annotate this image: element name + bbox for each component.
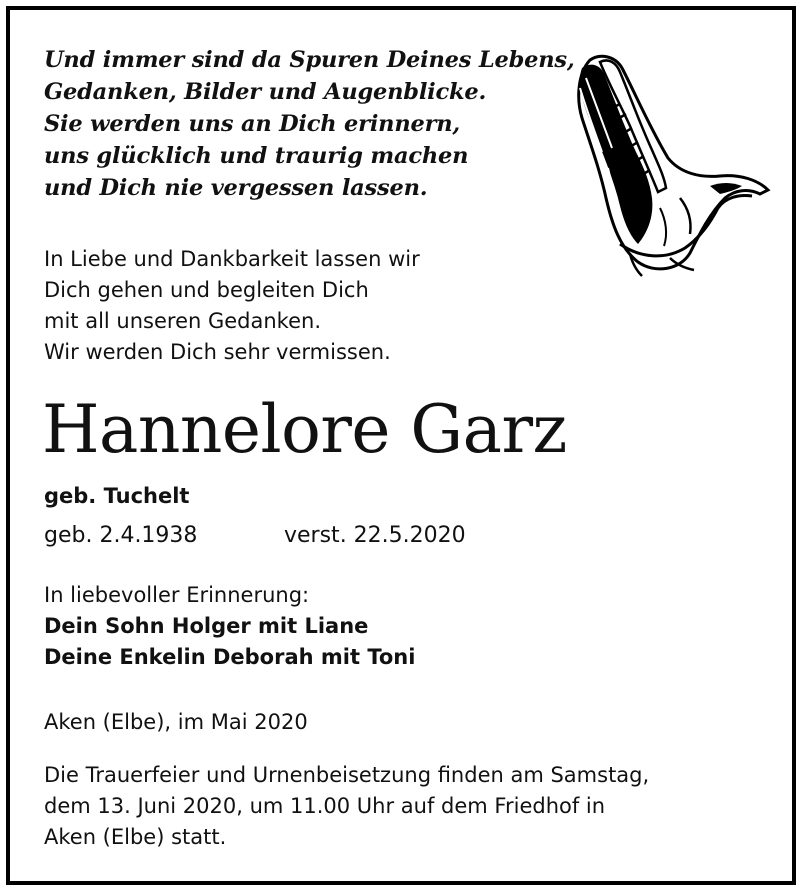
poem-line: Sie werden uns an Dich erinnern, bbox=[44, 111, 461, 137]
maiden-name: geb. Tuchelt bbox=[44, 484, 190, 508]
farewell-line: Wir werden Dich sehr vermissen. bbox=[44, 340, 391, 364]
farewell-line: mit all unseren Gedanken. bbox=[44, 309, 321, 333]
memorial-poem bbox=[44, 44, 575, 204]
mourner-line: Dein Sohn Holger mit Liane bbox=[44, 614, 369, 638]
birth-date: geb. 2.4.1938 bbox=[44, 523, 198, 548]
praying-hands-icon bbox=[560, 48, 775, 278]
life-dates bbox=[44, 520, 466, 552]
deceased-name: Hannelore Garz bbox=[42, 391, 567, 468]
poem-line: Und immer sind da Spuren Deines Lebens, bbox=[44, 47, 575, 73]
memory-intro: In liebevoller Erinnerung: bbox=[44, 583, 310, 607]
poem-line: uns glücklich und traurig machen bbox=[44, 143, 469, 169]
farewell-line: Dich gehen und begleiten Dich bbox=[44, 278, 369, 302]
farewell-text bbox=[44, 244, 420, 368]
funeral-service-info bbox=[44, 760, 649, 853]
death-date: verst. 22.5.2020 bbox=[284, 523, 466, 548]
mourner-line: Deine Enkelin Deborah mit Toni bbox=[44, 645, 416, 669]
poem-line: Gedanken, Bilder und Augenblicke. bbox=[44, 79, 487, 105]
place-date: Aken (Elbe), im Mai 2020 bbox=[44, 710, 308, 734]
service-line: Aken (Elbe) statt. bbox=[44, 825, 227, 849]
service-line: Die Trauerfeier und Urnenbeisetzung finden am Samstag, bbox=[44, 763, 650, 787]
memory-section bbox=[44, 580, 415, 673]
poem-line: und Dich nie vergessen lassen. bbox=[44, 175, 428, 201]
farewell-line: In Liebe und Dankbarkeit lassen wir bbox=[44, 247, 420, 271]
service-line: dem 13. Juni 2020, um 11.00 Uhr auf dem Friedhof in bbox=[44, 794, 606, 818]
